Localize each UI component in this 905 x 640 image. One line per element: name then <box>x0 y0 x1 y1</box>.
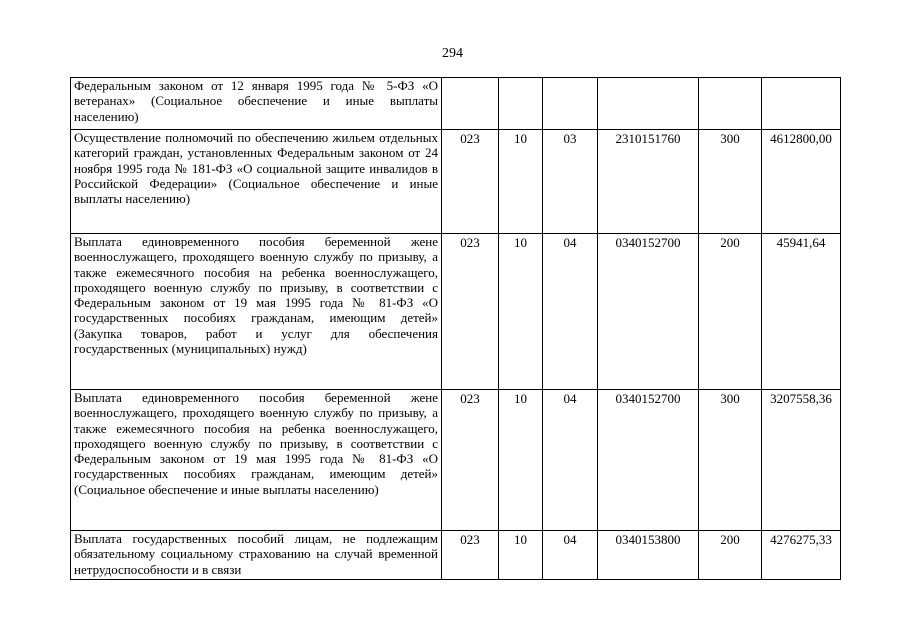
table-row <box>71 531 841 580</box>
subsection-code <box>543 78 598 130</box>
ministry-code: 023 <box>442 390 499 531</box>
amount-value <box>762 78 841 130</box>
section-code: 10 <box>499 531 543 580</box>
row-description: Выплата единовременного пособия беременной жене военнослужащего, проходящего военную службу по призыву, а также ежемесячного пособия на ребенка военнослужащего, проходящего военную службу по призыву, в соответствии с Федеральным законом от 19 мая 1995 года № 81-ФЗ «О государственных пособиях гражданам, имеющим детей» (Социальное обеспечение и иные выплаты населению) <box>71 390 442 531</box>
row-description: Осуществление полномочий по обеспечению жильем отдельных категорий граждан, установленных Федеральным законом от 24 ноября 1995 года № 181-ФЗ «О социальной защите инвалидов в Российской Федерации» (Социальное обеспечение и иные выплаты населению) <box>71 130 442 234</box>
amount-value: 4276275,33 <box>762 531 841 580</box>
target-item-code: 0340152700 <box>598 390 699 531</box>
row-description: Выплата государственных пособий лицам, не подлежащим обязательному социальному страхованию на случай временной нетрудоспособности и в связи <box>71 531 442 580</box>
table-row <box>71 390 841 531</box>
amount-value: 3207558,36 <box>762 390 841 531</box>
subsection-code: 04 <box>543 531 598 580</box>
budget-table <box>70 77 841 580</box>
expense-type-code: 200 <box>699 234 762 390</box>
section-code: 10 <box>499 390 543 531</box>
page-number: 294 <box>442 46 463 61</box>
row-description: Федеральным законом от 12 января 1995 года № 5-ФЗ «О ветеранах» (Социальное обеспечение и иные выплаты населению) <box>71 78 442 130</box>
amount-value: 4612800,00 <box>762 130 841 234</box>
table-row <box>71 78 841 130</box>
expense-type-code <box>699 78 762 130</box>
ministry-code: 023 <box>442 130 499 234</box>
row-description: Выплата единовременного пособия беременной жене военнослужащего, проходящего военную службу по призыву, а также ежемесячного пособия на ребенка военнослужащего, проходящего военную службу по призыву, в соответствии с Федеральным законом от 19 мая 1995 года № 81-ФЗ «О государственных пособиях гражданам, имеющим детей» (Закупка товаров, работ и услуг для обеспечения государственных (муниципальных) нужд) <box>71 234 442 390</box>
expense-type-code: 200 <box>699 531 762 580</box>
section-code <box>499 78 543 130</box>
amount-value: 45941,64 <box>762 234 841 390</box>
target-item-code <box>598 78 699 130</box>
ministry-code: 023 <box>442 234 499 390</box>
target-item-code: 0340153800 <box>598 531 699 580</box>
subsection-code: 04 <box>543 390 598 531</box>
table-row <box>71 130 841 234</box>
target-item-code: 0340152700 <box>598 234 699 390</box>
target-item-code: 2310151760 <box>598 130 699 234</box>
subsection-code: 03 <box>543 130 598 234</box>
section-code: 10 <box>499 234 543 390</box>
expense-type-code: 300 <box>699 130 762 234</box>
subsection-code: 04 <box>543 234 598 390</box>
table-row <box>71 234 841 390</box>
ministry-code <box>442 78 499 130</box>
ministry-code: 023 <box>442 531 499 580</box>
section-code: 10 <box>499 130 543 234</box>
expense-type-code: 300 <box>699 390 762 531</box>
